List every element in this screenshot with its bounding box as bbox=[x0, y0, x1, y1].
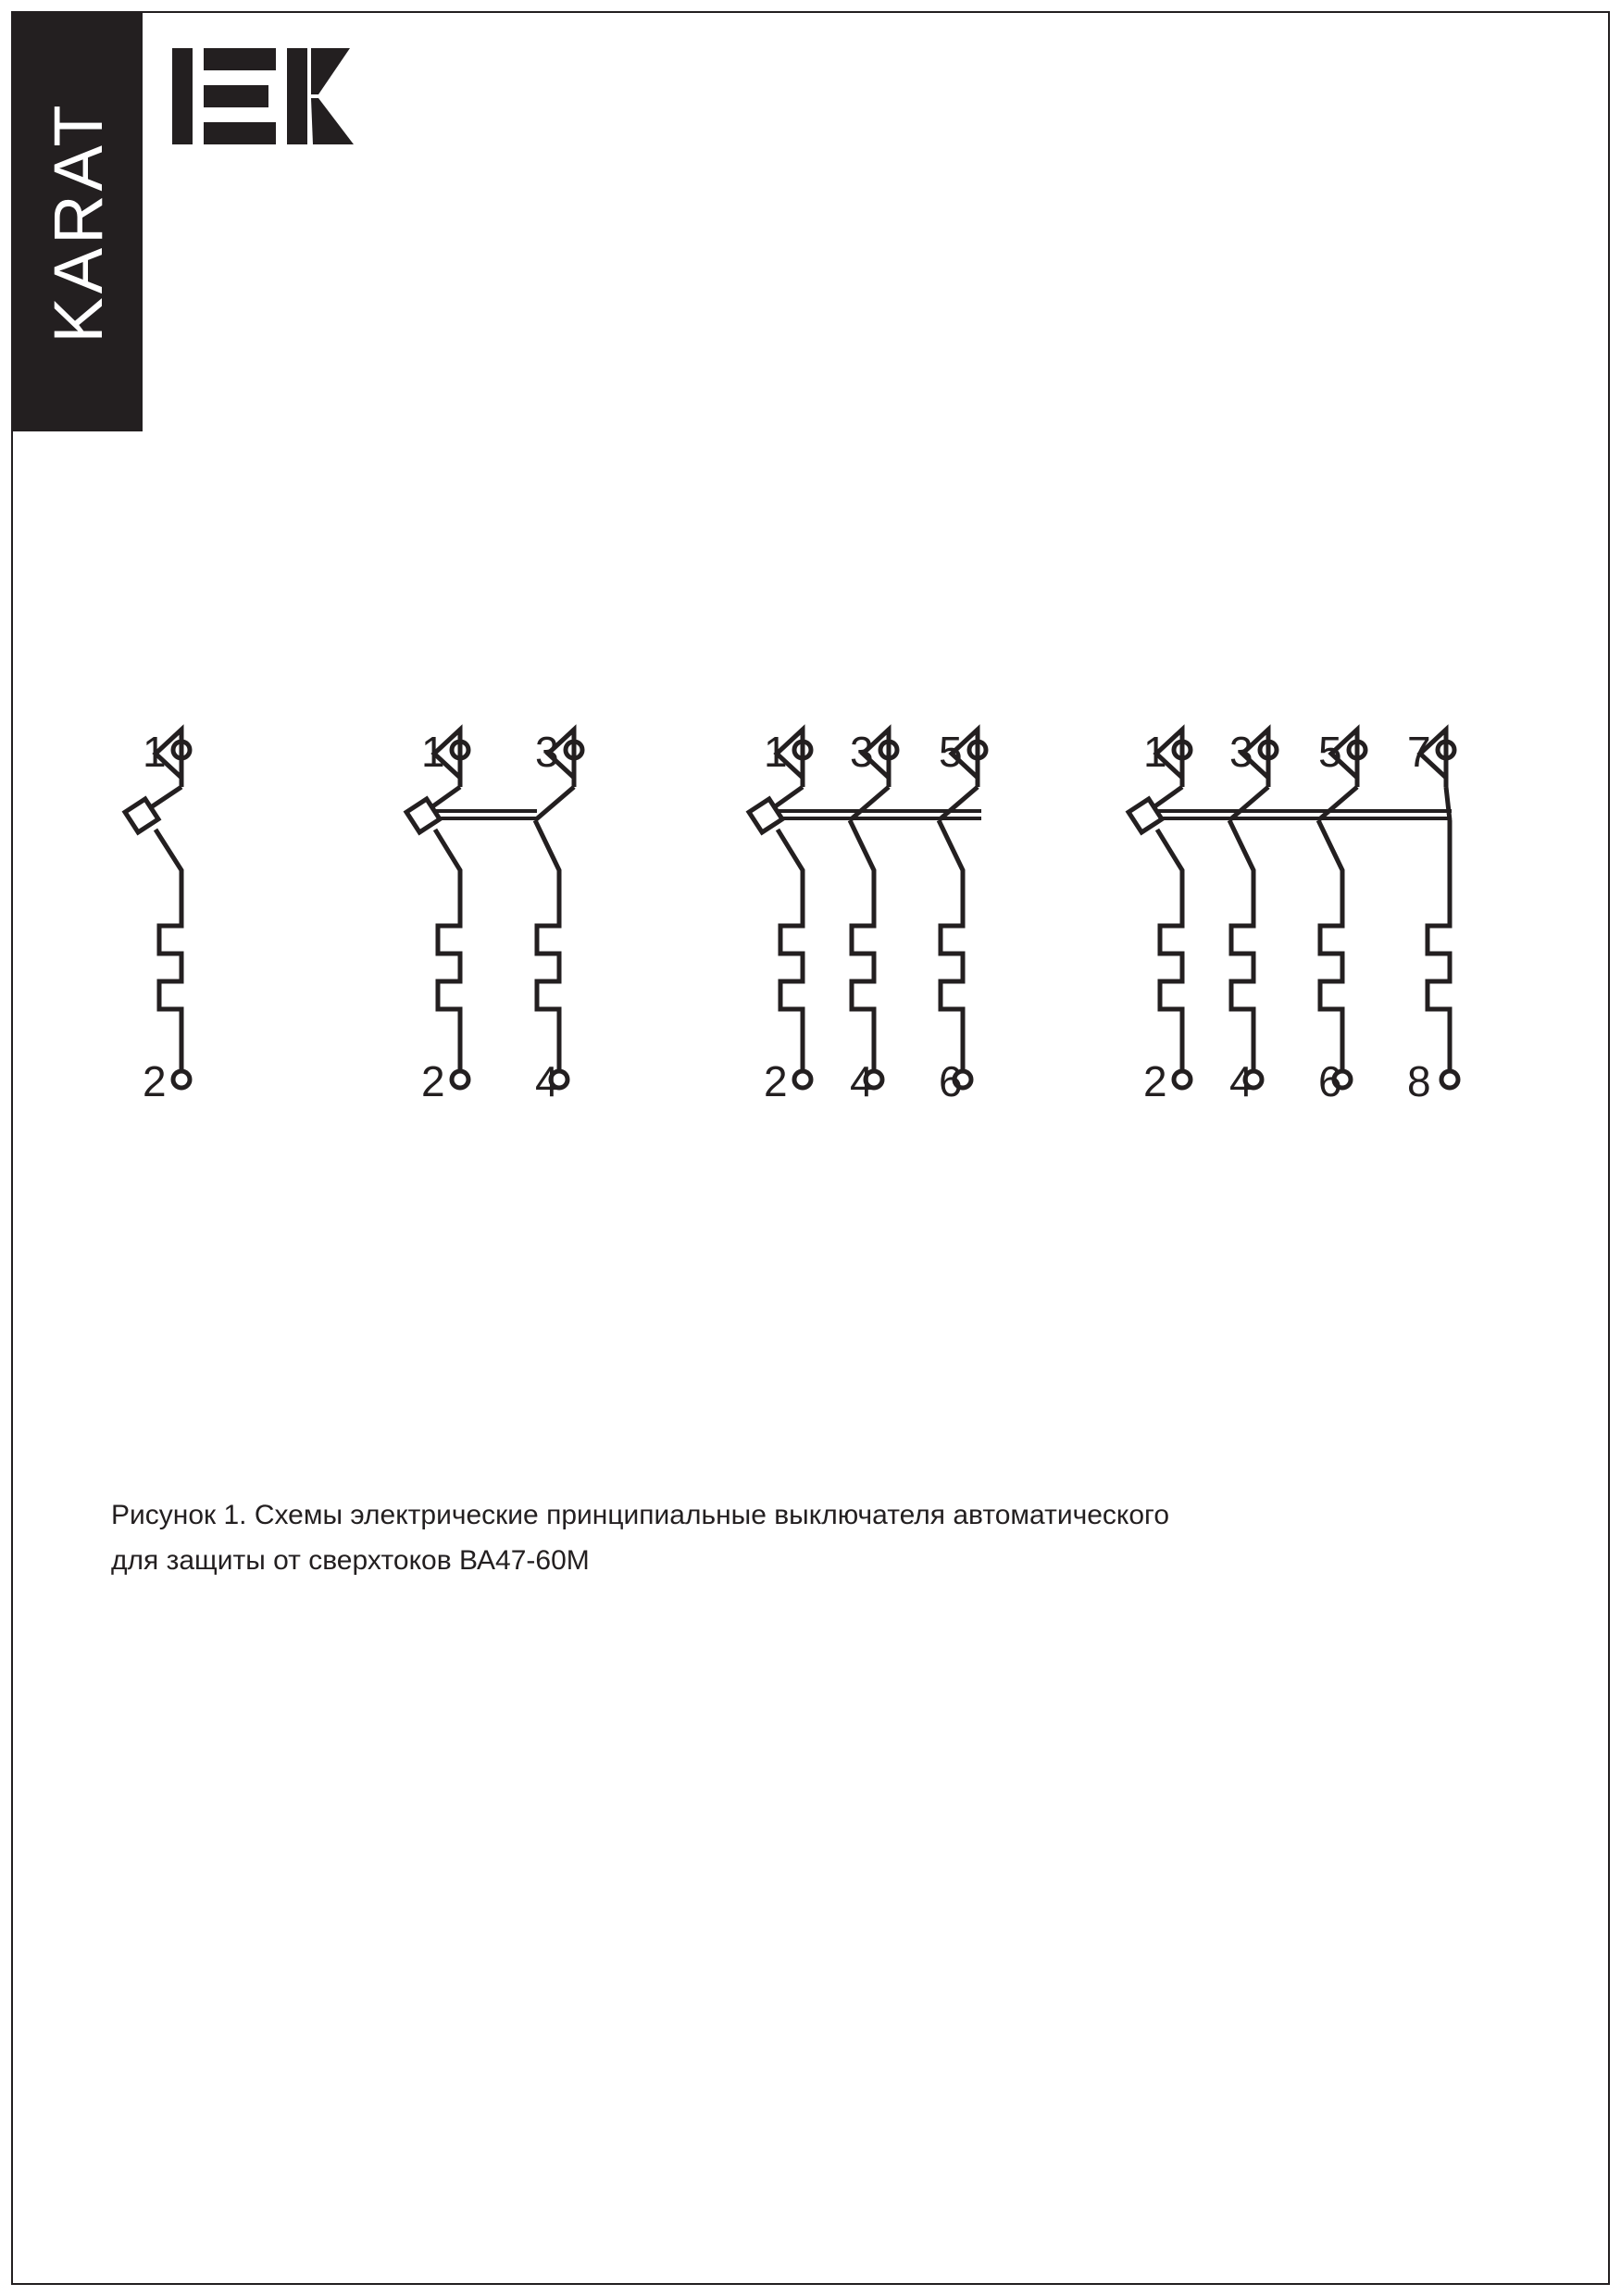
terminal-label-1: 1 bbox=[421, 728, 445, 776]
terminal-label-6: 6 bbox=[1318, 1057, 1342, 1105]
terminal-label-5: 5 bbox=[939, 728, 963, 776]
terminal-label-2: 2 bbox=[1143, 1057, 1167, 1105]
terminal-label-5: 5 bbox=[1318, 728, 1342, 776]
terminal-label-2: 2 bbox=[421, 1057, 445, 1105]
terminal-label-7: 7 bbox=[1407, 728, 1431, 776]
terminal-label-4: 4 bbox=[850, 1057, 874, 1105]
terminal-label-6: 6 bbox=[939, 1057, 963, 1105]
figure-caption-line2: для защиты от сверхтоков ВА47-60М bbox=[111, 1545, 590, 1576]
terminal-label-8: 8 bbox=[1407, 1057, 1431, 1105]
terminal-label-4: 4 bbox=[1229, 1057, 1253, 1105]
terminal-label-3: 3 bbox=[1229, 728, 1253, 776]
pole-group-3p bbox=[749, 730, 986, 1088]
iek-logo bbox=[172, 48, 357, 150]
terminal-label-4: 4 bbox=[535, 1057, 559, 1105]
pole-group-2p bbox=[406, 730, 582, 1088]
terminal-label-2: 2 bbox=[764, 1057, 788, 1105]
figure-caption-line1: Рисунок 1. Схемы электрические принципиальные выключателя автоматического bbox=[111, 1500, 1170, 1530]
pole-group-1p bbox=[125, 730, 190, 1088]
terminal-label-1: 1 bbox=[1143, 728, 1167, 776]
figure-caption bbox=[111, 1492, 1315, 1583]
terminal-label-3: 3 bbox=[850, 728, 874, 776]
terminal-label-3: 3 bbox=[535, 728, 559, 776]
terminal-label-1: 1 bbox=[764, 728, 788, 776]
pole-group-4p bbox=[1128, 730, 1458, 1088]
brand-tab-label: KARAT bbox=[39, 101, 117, 343]
terminal-label-2: 2 bbox=[143, 1057, 167, 1105]
brand-tab bbox=[13, 13, 143, 431]
circuit-diagram bbox=[0, 648, 1621, 1222]
terminal-label-1: 1 bbox=[143, 728, 167, 776]
